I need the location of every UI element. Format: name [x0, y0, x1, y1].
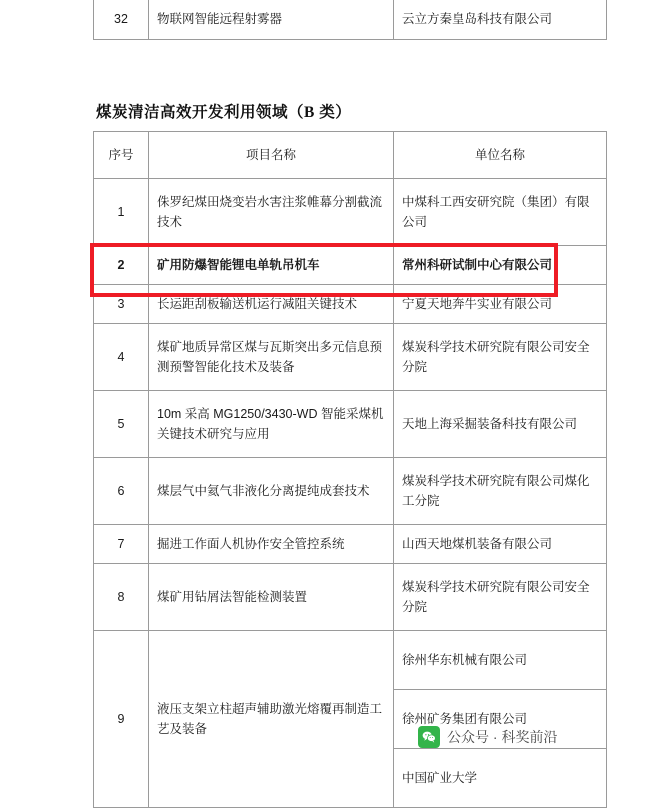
row-organization: 煤炭科学技术研究院有限公司安全分院 — [394, 324, 607, 391]
table-row-merged — [94, 631, 607, 690]
row-number: 1 — [94, 179, 149, 246]
row-organization: 山西天地煤机装备有限公司 — [394, 525, 607, 564]
row-number: 6 — [94, 458, 149, 525]
row-project-name: 掘进工作面人机协作安全管控系统 — [149, 525, 394, 564]
row-organization: 煤炭科学技术研究院有限公司安全分院 — [394, 564, 607, 631]
row-number: 32 — [94, 0, 149, 40]
watermark — [418, 726, 557, 748]
row-organization: 徐州华东机械有限公司 — [394, 631, 607, 690]
row-number: 7 — [94, 525, 149, 564]
row-project-name: 煤层气中氦气非液化分离提纯成套技术 — [149, 458, 394, 525]
row-organization: 云立方秦皇岛科技有限公司 — [394, 0, 607, 40]
row-number: 3 — [94, 285, 149, 324]
table-row-highlighted — [94, 246, 607, 285]
section-title: 煤炭清洁高效开发利用领域（B 类） — [96, 104, 352, 121]
table-row — [94, 391, 607, 458]
row-project-name: 液压支架立柱超声辅助激光熔覆再制造工艺及装备 — [149, 631, 394, 808]
previous-section-table — [93, 0, 607, 40]
table-row — [94, 0, 607, 40]
row-project-name: 长运距刮板输送机运行减阻关键技术 — [149, 285, 394, 324]
watermark-label: 公众号 · 科奖前沿 — [447, 729, 558, 745]
row-project-name: 10m 采高 MG1250/3430-WD 智能采煤机关键技术研究与应用 — [149, 391, 394, 458]
table-row — [94, 525, 607, 564]
row-number: 8 — [94, 564, 149, 631]
column-header-name: 项目名称 — [149, 132, 394, 179]
row-organization: 常州科研试制中心有限公司 — [394, 246, 607, 285]
row-project-name: 矿用防爆智能锂电单轨吊机车 — [149, 246, 394, 285]
row-organization: 宁夏天地奔牛实业有限公司 — [394, 285, 607, 324]
row-organization: 煤炭科学技术研究院有限公司煤化工分院 — [394, 458, 607, 525]
row-organization: 中煤科工西安研究院（集团）有限公司 — [394, 179, 607, 246]
table-row — [94, 179, 607, 246]
row-number: 4 — [94, 324, 149, 391]
wechat-official-account-icon — [418, 726, 440, 748]
projects-table — [93, 131, 607, 808]
row-project-name: 侏罗纪煤田烧变岩水害注浆帷幕分割截流技术 — [149, 179, 394, 246]
row-project-name: 煤矿用钻屑法智能检测装置 — [149, 564, 394, 631]
row-number: 9 — [94, 631, 149, 808]
row-project-name: 煤矿地质异常区煤与瓦斯突出多元信息预测预警智能化技术及装备 — [149, 324, 394, 391]
row-project-name: 物联网智能远程射雾器 — [149, 0, 394, 40]
row-number: 2 — [94, 246, 149, 285]
table-header-row — [94, 132, 607, 179]
table-row — [94, 564, 607, 631]
row-organization: 徐州矿务集团有限公司 — [394, 690, 607, 749]
row-number: 5 — [94, 391, 149, 458]
column-header-org: 单位名称 — [394, 132, 607, 179]
table-row — [94, 324, 607, 391]
column-header-no: 序号 — [94, 132, 149, 179]
table-row — [94, 458, 607, 525]
row-organization: 中国矿业大学 — [394, 749, 607, 808]
row-organization: 天地上海采掘装备科技有限公司 — [394, 391, 607, 458]
table-row — [94, 285, 607, 324]
